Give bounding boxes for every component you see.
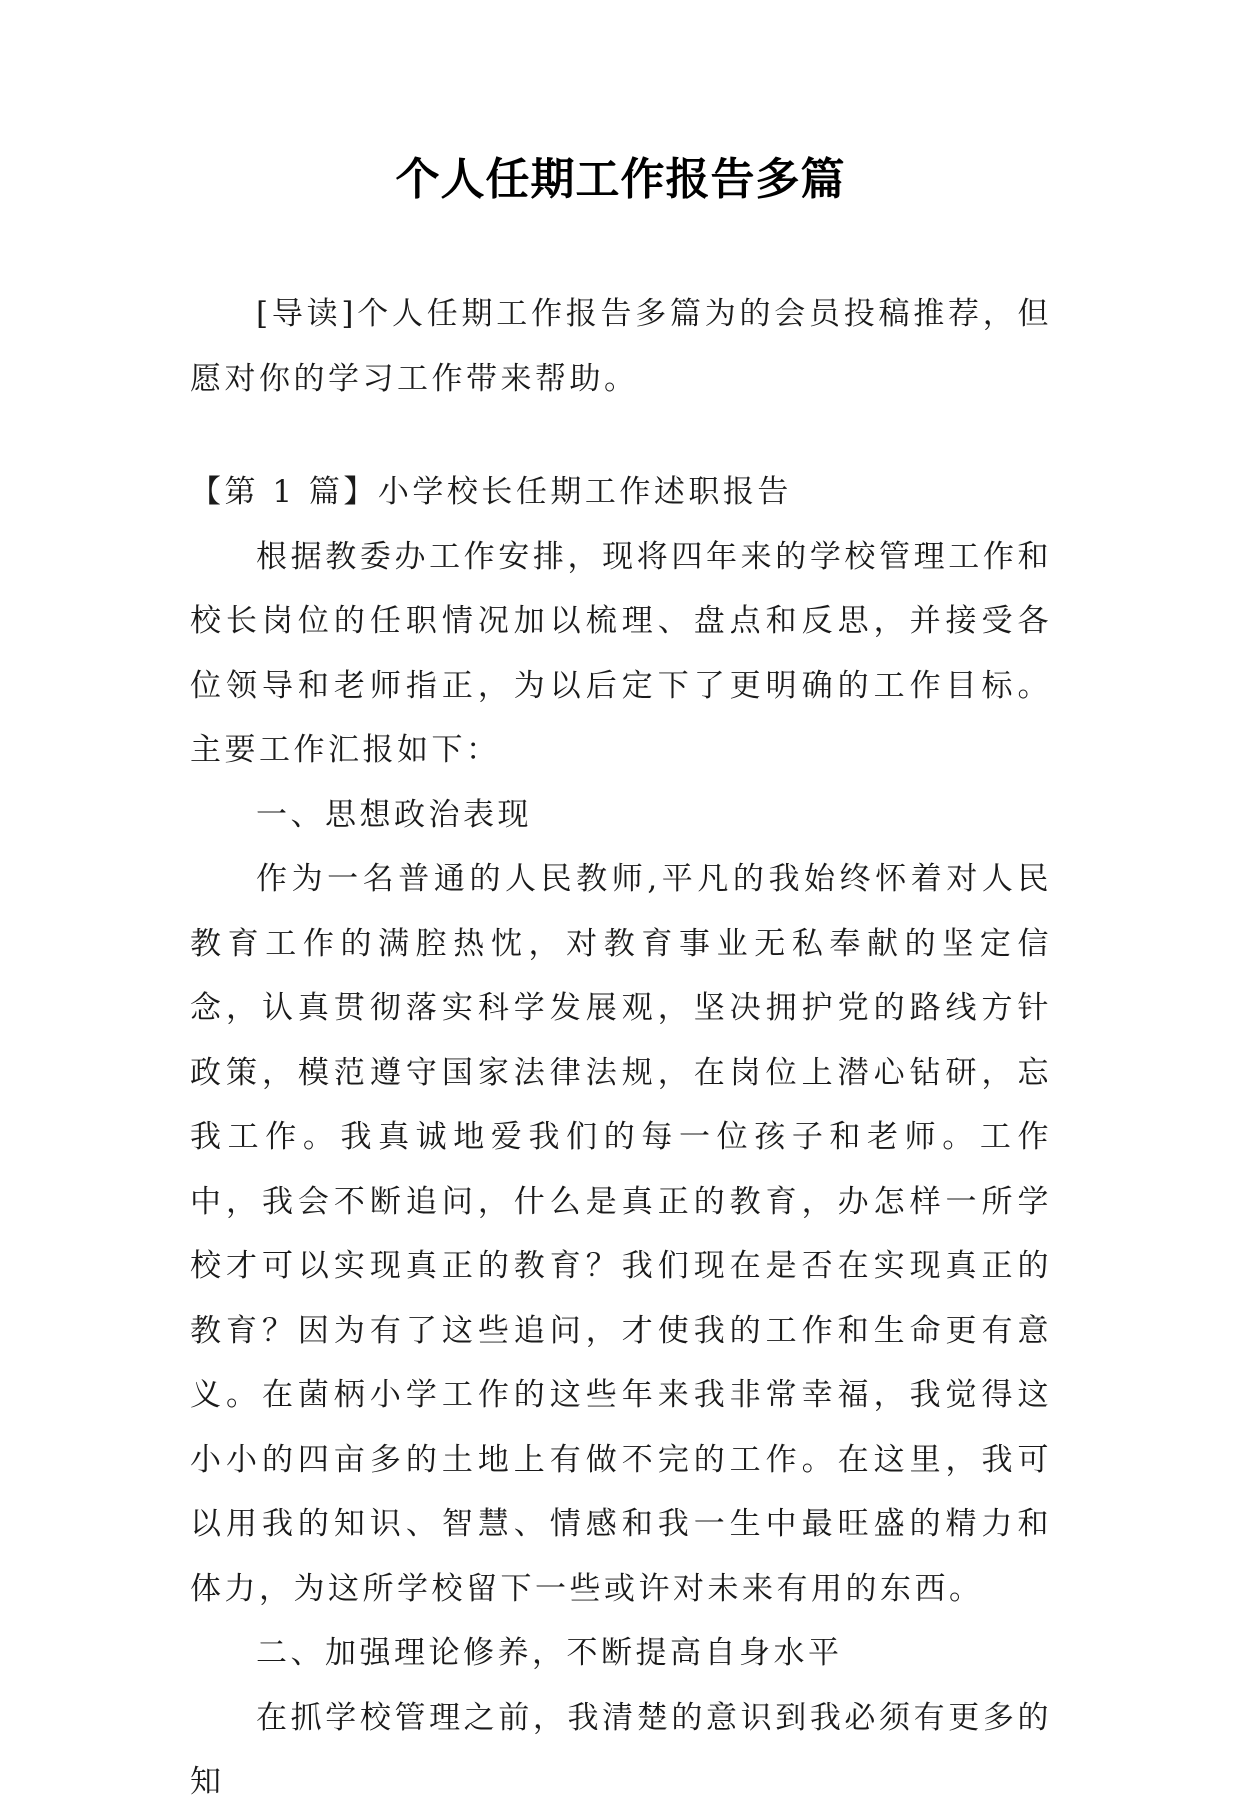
document-body [190, 460, 1052, 1815]
paragraph: 根据教委办工作安排，现将四年来的学校管理工作和校长岗位的任职情况加以梳理、盘点和反思，并接受各位领导和老师指正，为以后定下了更明确的工作目标。主要工作汇报如下： [190, 538, 1052, 768]
lead-paragraph: [导读]个人任期工作报告多篇为的会员投稿推荐，但愿对你的学习工作带来帮助。 [190, 296, 1052, 397]
document-title: 个人任期工作报告多篇 [395, 154, 846, 205]
subsection-heading: 一、思想政治表现 [256, 796, 532, 833]
subsection-heading: 二、加强理论修养，不断提高自身水平 [256, 1635, 843, 1671]
paragraph: 在抓学校管理之前，我清楚的意识到我必须有更多的知 [190, 1699, 1052, 1800]
paragraph: 作为一名普通的人民教师,平凡的我始终怀着对人民教育工作的满腔热忱，对教育事业无私奉献的坚定信念，认真贯彻落实科学发展观，坚决拥护党的路线方针政策，模范遵守国家法律法规，在岗位上潜心钻研，忘我工作。我真诚地爱我们的每一位孩子和老师。工作中，我会不断追问，什么是真正的教育，办怎样一所学校才可以实现真正的教育？我们现在是否在实现真正的教育？因为有了这些追问，才使我的工作和生命更有意义。在菌柄小学工作的这些年来我非常幸福，我觉得这小小的四亩多的土地上有做不完的工作。在这里，我可以用我的知识、智慧、情感和我一生中最旺盛的精力和体力，为这所学校留下一些或许对未来有用的东西。 [190, 861, 1052, 1607]
section-heading: 【第 1 篇】小学校长任期工作述职报告 [190, 474, 792, 510]
